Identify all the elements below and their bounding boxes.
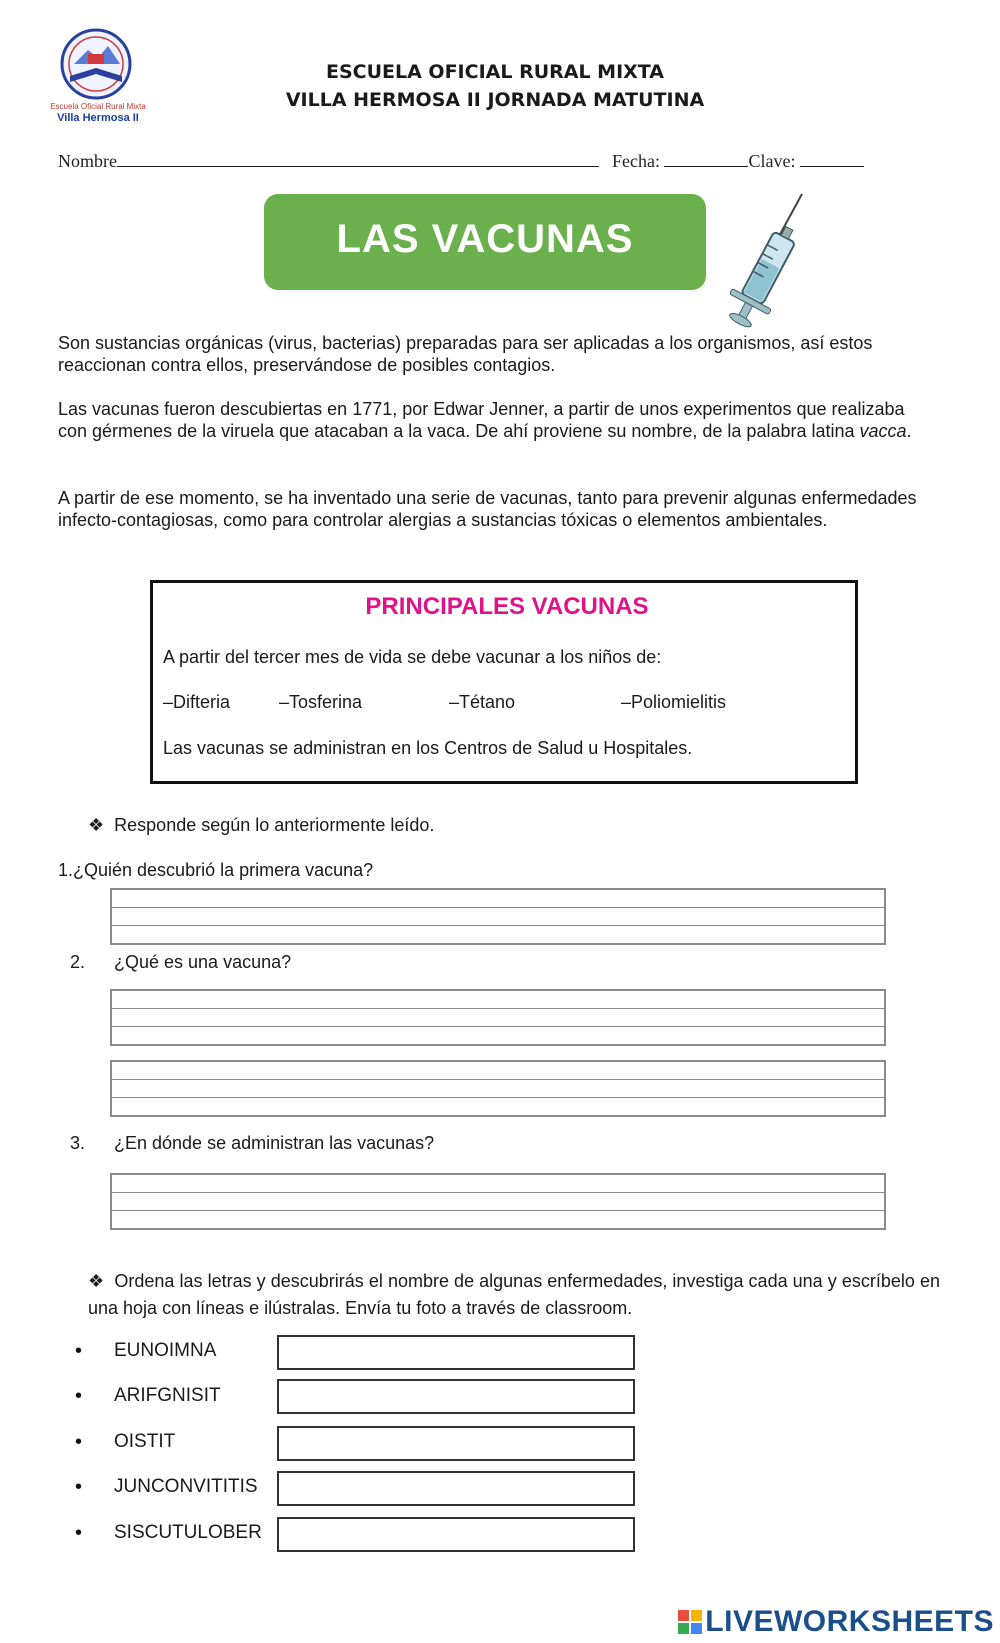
key-underline[interactable] — [800, 150, 864, 167]
paragraph-development: A partir de ese momento, se ha inventado una serie de vacunas, tanto para prevenir algunas enfermedades infecto-contagiosas, como para controlar alergias a sustancias tóxicas o elementos ambientales. — [58, 488, 917, 530]
school-name-line-1: ESCUELA OFICIAL RURAL MIXTA — [325, 61, 664, 83]
name-label: Nombre — [58, 151, 117, 171]
latin-word: vacca — [859, 421, 907, 441]
bullet-icon: • — [75, 1340, 83, 1362]
school-name-line-2: VILLA HERMOSA II JORNADA MATUTINA — [285, 89, 705, 111]
school-header — [250, 58, 740, 114]
date-field[interactable] — [612, 150, 864, 172]
title-banner: LAS VACUNAS — [264, 194, 706, 290]
liveworksheets-icon — [678, 1608, 702, 1632]
bullet-icon: • — [75, 1385, 83, 1407]
question-2-number: 2. — [70, 952, 86, 972]
school-logo — [48, 24, 148, 134]
answer-input-5[interactable] — [277, 1517, 635, 1552]
syringe-icon — [720, 192, 810, 338]
diamond-bullet-icon: ❖ — [88, 1271, 105, 1291]
date-underline[interactable] — [664, 150, 748, 167]
liveworksheets-brand: LIVEWORKSHEETS — [705, 1605, 994, 1638]
answer-box-3[interactable] — [110, 1173, 886, 1230]
box-title: PRINCIPALES VACUNAS — [365, 593, 649, 620]
box-intro: A partir del tercer mes de vida se debe vacunar a los niños de: — [163, 647, 662, 667]
date-label: Fecha: — [612, 151, 660, 171]
principal-vaccines-box — [150, 580, 858, 784]
paragraph-history — [58, 398, 928, 442]
answer-input-1[interactable] — [277, 1335, 635, 1370]
paragraph-history-text: Las vacunas fueron descubiertas en 1771, por Edwar Jenner, a partir de unos experimentos que realizaba con gérmenes de la viruela que atacaban a la vaca. De ahí proviene su nombre, de la palabra latina — [58, 399, 905, 441]
scrambled-word-5: SISCUTULOBER — [114, 1522, 262, 1543]
answer-input-3[interactable] — [277, 1426, 635, 1461]
paragraph-history-end: . — [906, 421, 912, 441]
name-underline[interactable] — [117, 150, 599, 167]
diamond-bullet-icon: ❖ — [88, 815, 105, 835]
order-instruction — [88, 1268, 940, 1322]
name-field[interactable] — [58, 150, 599, 172]
respond-instruction — [88, 815, 434, 836]
scrambled-word-3: OISTIT — [114, 1431, 176, 1452]
liveworksheets-logo — [678, 1605, 994, 1639]
scrambled-word-4: JUNCONVITITIS — [114, 1476, 258, 1497]
disease-tetano: –Tétano — [449, 692, 516, 712]
question-2: ¿Qué es una vacuna? — [114, 952, 292, 972]
question-3-number: 3. — [70, 1133, 86, 1153]
bullet-icon: • — [75, 1522, 83, 1544]
answer-input-2[interactable] — [277, 1379, 635, 1414]
bullet-icon: • — [75, 1476, 83, 1498]
question-3: ¿En dónde se administran las vacunas? — [114, 1133, 435, 1153]
respond-text: Responde según lo anteriormente leído. — [114, 815, 435, 835]
logo-caption: Escuela Oficial Rural Mixta — [50, 102, 146, 111]
logo-caption-name: Villa Hermosa II — [57, 112, 139, 124]
scrambled-word-2: ARIFGNISIT — [114, 1385, 221, 1406]
bullet-icon: • — [75, 1431, 83, 1453]
answer-input-4[interactable] — [277, 1471, 635, 1506]
paragraph-definition: Son sustancias orgánicas (virus, bacterias) preparadas para ser aplicadas a los organismos, así estos reaccionan contra ellos, preservándose de posibles contagios. — [58, 333, 873, 375]
answer-box-1[interactable] — [110, 888, 886, 945]
scrambled-word-1: EUNOIMNA — [114, 1340, 217, 1361]
question-1: 1.¿Quién descubrió la primera vacuna? — [58, 860, 374, 880]
order-text: Ordena las letras y descubrirás el nombre de algunas enfermedades, investiga cada una y escríbelo en una hoja con líneas e ilústralas. Envía tu foto a través de classroom. — [88, 1271, 940, 1318]
disease-poliomielitis: –Poliomielitis — [621, 692, 727, 712]
disease-tosferina: –Tosferina — [279, 692, 363, 712]
box-note: Las vacunas se administran en los Centros de Salud u Hospitales. — [163, 738, 693, 758]
answer-box-2b[interactable] — [110, 1060, 886, 1117]
disease-difteria: –Difteria — [163, 692, 231, 712]
key-label: Clave: — [748, 151, 796, 171]
answer-box-2a[interactable] — [110, 989, 886, 1046]
